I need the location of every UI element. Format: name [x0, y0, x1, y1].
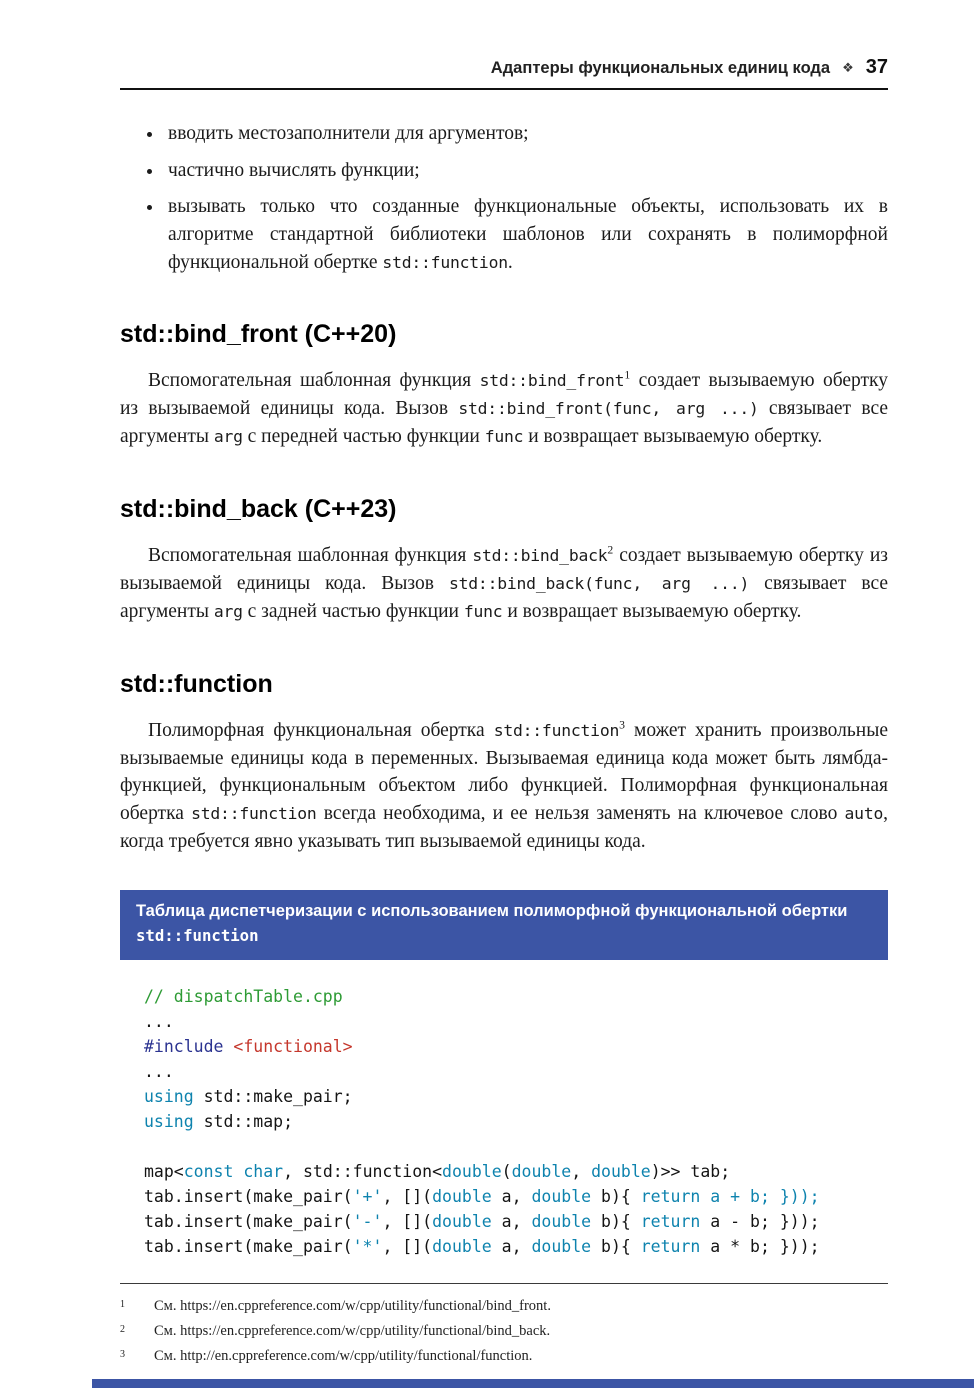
code-line	[144, 1134, 888, 1159]
code-listing	[144, 984, 888, 1260]
footer-accent-bar	[92, 1379, 974, 1388]
footnote	[120, 1319, 888, 1344]
code-line: #include <functional>	[144, 1036, 353, 1056]
footnote-number: 3	[120, 1349, 125, 1361]
code-line: map<const char, std::function<double(double, double)>> tab;	[144, 1162, 731, 1182]
code-line: tab.insert(make_pair('*', [](double a, double b){ return a * b; }));	[144, 1237, 820, 1257]
footnote	[120, 1294, 888, 1319]
table-caption-banner: Таблица диспетчеризации с использованием полиморфной функциональной обертки std::function	[120, 890, 888, 960]
code-line: ...	[144, 1011, 174, 1031]
page-number: 37	[865, 56, 888, 78]
section-paragraph: Полиморфная функциональная обертка std::function$^3$ может хранить произвольные вызываемые единицы кода в переменных. Вызываемая единица кода может быть лямбда-функцией, функциональным объектом либо функцией. Полиморфная функциональная обертка std::function всегда необходима, и ее нельзя заменять на ключевое слово auto, когда требуется явно указывать тип вызываемой единицы кода.	[120, 718, 888, 853]
bullet-item: • частично вычислять функции;	[164, 157, 888, 185]
footnote-text: См. https://en.cppreference.com/w/cpp/utility/functional/bind_back.	[154, 1323, 551, 1340]
code-line: ...	[144, 1061, 174, 1081]
code-line: tab.insert(make_pair('+', [](double a, double b){ return a + b; }));	[144, 1187, 820, 1207]
section-bind-back	[120, 495, 888, 626]
code-line: using std::map;	[144, 1111, 294, 1131]
footnote-number: 2	[120, 1324, 125, 1336]
section-bind-front	[120, 320, 888, 451]
bullet-list	[164, 120, 888, 276]
bullet-item: • вводить местозаполнители для аргументов;	[164, 120, 888, 148]
footnote-text: См. https://en.cppreference.com/w/cpp/utility/functional/bind_front.	[154, 1298, 551, 1315]
section-heading: std::bind_back (C++23)	[120, 495, 397, 524]
footnotes	[120, 1283, 888, 1369]
footnote-text: См. http://en.cppreference.com/w/cpp/utility/functional/function.	[154, 1348, 533, 1365]
section-paragraph: Вспомогательная шаблонная функция std::bind_back$^2$ создает вызываемую обертку из вызываемой единицы кода. Вызов std::bind_back(func, arg ...) связывает все аргументы arg с задней частью функции func и возвращает вызываемую обертку.	[120, 543, 889, 622]
running-title: Адаптеры функциональных единиц кода	[490, 59, 831, 77]
code-line: tab.insert(make_pair('-', [](double a, double b){ return a - b; }));	[144, 1212, 820, 1232]
footnote-number: 1	[120, 1299, 125, 1311]
footnote	[120, 1344, 888, 1369]
code-line: // dispatchTable.cpp	[144, 986, 343, 1006]
section-heading: std::bind_front (C++20)	[120, 320, 397, 349]
section-paragraph: Вспомогательная шаблонная функция std::bind_front$^1$ создает вызываемую обертку из вызываемой единицы кода. Вызов std::bind_front(func, arg ...) связывает все аргументы arg с передней частью функции func и возвращает вызываемую обертку.	[120, 368, 889, 448]
code-line: using std::make_pair;	[144, 1086, 353, 1106]
section-function	[120, 670, 888, 856]
page-header	[120, 56, 888, 90]
diamond-icon: ❖	[842, 60, 854, 75]
bullet-item: • вызывать только что созданные функциональные объекты, использовать их в алгоритме стандартной библиотеки шаблонов или сохранять в полиморфной функциональной обертке std::function.	[164, 193, 888, 276]
section-heading: std::function	[120, 669, 273, 698]
